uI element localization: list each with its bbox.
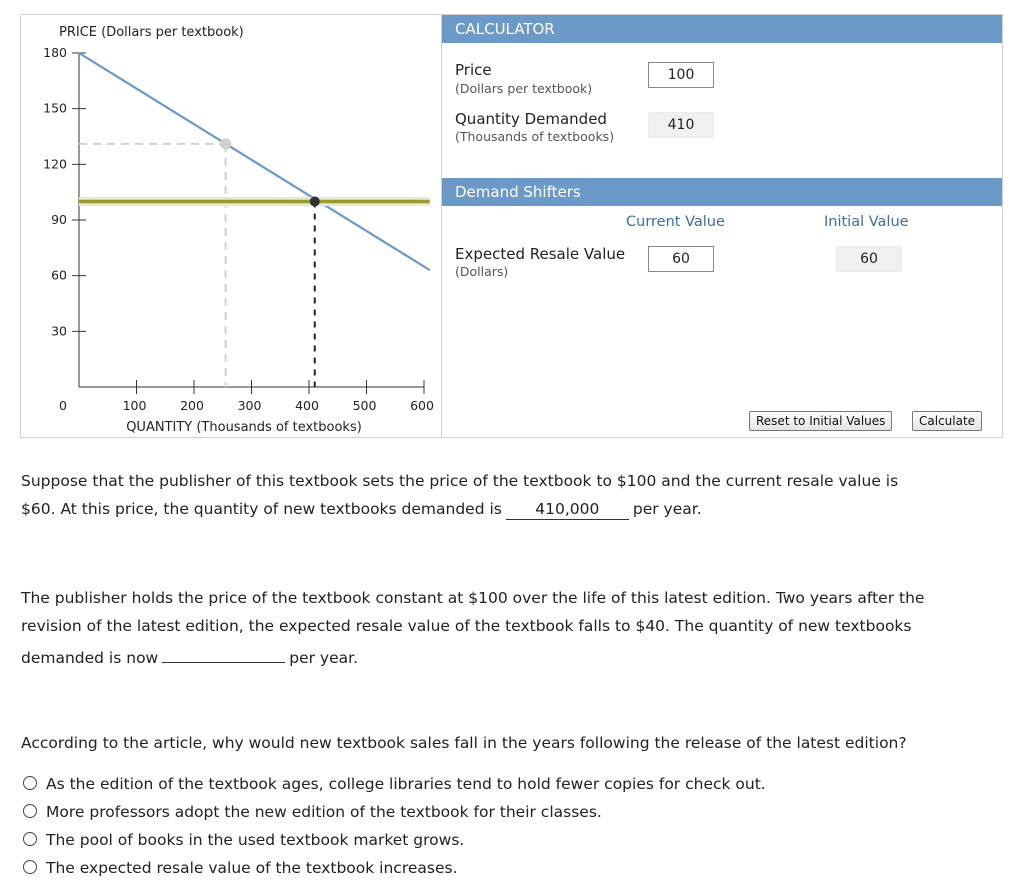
- option-1-label: As the edition of the textbook ages, college libraries tend to hold fewer copies for check out.: [46, 775, 766, 793]
- question-1-line-2: [21, 495, 898, 523]
- price-unit: (Dollars per textbook): [455, 81, 593, 96]
- radio-icon[interactable]: [23, 832, 37, 846]
- initial-value-header: Initial Value: [824, 214, 909, 230]
- y-tick-label: 180: [43, 45, 67, 60]
- question-1-answer-field[interactable]: 410,000: [506, 497, 629, 520]
- question-1-text-c: per year.: [632, 500, 702, 518]
- x-tick-label: 200: [180, 398, 204, 413]
- resale-value-label: Expected Resale Value: [455, 245, 626, 263]
- demand-graph-panel: [20, 14, 442, 438]
- radio-icon[interactable]: [23, 804, 37, 818]
- initial-point: [220, 138, 231, 149]
- x-tick-label: 400: [295, 398, 319, 413]
- radio-icon[interactable]: [23, 860, 37, 874]
- question-2-line-3: [21, 640, 924, 672]
- radio-icon[interactable]: [23, 776, 37, 790]
- question-2-text-d: per year.: [289, 649, 358, 667]
- x-tick-label: 600: [410, 398, 434, 413]
- question-1-text-b: $60. At this price, the quantity of new textbooks demanded is: [21, 500, 502, 518]
- x-tick-label: 100: [122, 398, 147, 413]
- option-3[interactable]: [46, 830, 464, 850]
- quantity-demanded-label: Quantity Demanded: [455, 110, 607, 128]
- calculate-button[interactable]: Calculate: [912, 411, 982, 431]
- x-axis-label: QUANTITY (Thousands of textbooks): [126, 420, 362, 435]
- question-3-text: According to the article, why would new textbook sales fall in the years following the release of the latest edition?: [21, 734, 907, 752]
- option-4-label: The expected resale value of the textbook increases.: [46, 859, 458, 877]
- resale-current-input[interactable]: 60: [648, 246, 714, 272]
- question-2-text-c: demanded is now: [21, 649, 159, 667]
- calculator-panel: [441, 14, 1003, 438]
- quantity-demanded-unit: (Thousands of textbooks): [455, 129, 615, 144]
- x-tick-label: 500: [352, 398, 377, 413]
- option-1[interactable]: [46, 774, 766, 794]
- y-tick-label: 90: [51, 212, 67, 227]
- resale-initial-value: 60: [836, 246, 902, 272]
- price-input[interactable]: 100: [648, 62, 714, 88]
- current-value-header: Current Value: [626, 214, 725, 230]
- y-tick-label: 120: [43, 156, 67, 172]
- y-tick-label: 150: [43, 100, 67, 116]
- y-tick-label: 0: [59, 398, 67, 413]
- option-3-label: The pool of books in the used textbook market grows.: [46, 831, 465, 849]
- demand-shifters-title: Demand Shifters: [442, 178, 1002, 206]
- question-2-line-1: The publisher holds the price of the textbook constant at $100 over the life of this latest edition. Two years after the: [21, 589, 925, 607]
- quantity-demanded-value: 410: [648, 112, 714, 138]
- x-tick-label: 300: [237, 398, 262, 413]
- reset-button[interactable]: Reset to Initial Values: [749, 411, 892, 431]
- option-2-label: More professors adopt the new edition of the textbook for their classes.: [46, 803, 602, 821]
- demand-chart: [21, 15, 443, 439]
- price-label: Price: [455, 61, 492, 79]
- question-2-line-2: revision of the latest edition, the expected resale value of the textbook falls to $40. The quantity of new textbooks: [21, 617, 912, 635]
- resale-value-unit: (Dollars): [455, 264, 509, 279]
- question-2-answer-field[interactable]: [162, 640, 285, 663]
- option-4[interactable]: [46, 858, 458, 878]
- calculator-title: CALCULATOR: [442, 15, 1002, 43]
- equilibrium-point: [310, 196, 320, 206]
- option-2[interactable]: [46, 802, 602, 822]
- y-tick-label: 30: [51, 323, 67, 339]
- y-axis-label: PRICE (Dollars per textbook): [59, 25, 244, 40]
- question-1-line-1: Suppose that the publisher of this textbook sets the price of the textbook to $100 and the current resale value is: [21, 472, 899, 490]
- y-tick-label: 60: [51, 267, 67, 283]
- demand-curve: [79, 53, 430, 270]
- question-2: [21, 584, 924, 672]
- question-1: [21, 467, 898, 523]
